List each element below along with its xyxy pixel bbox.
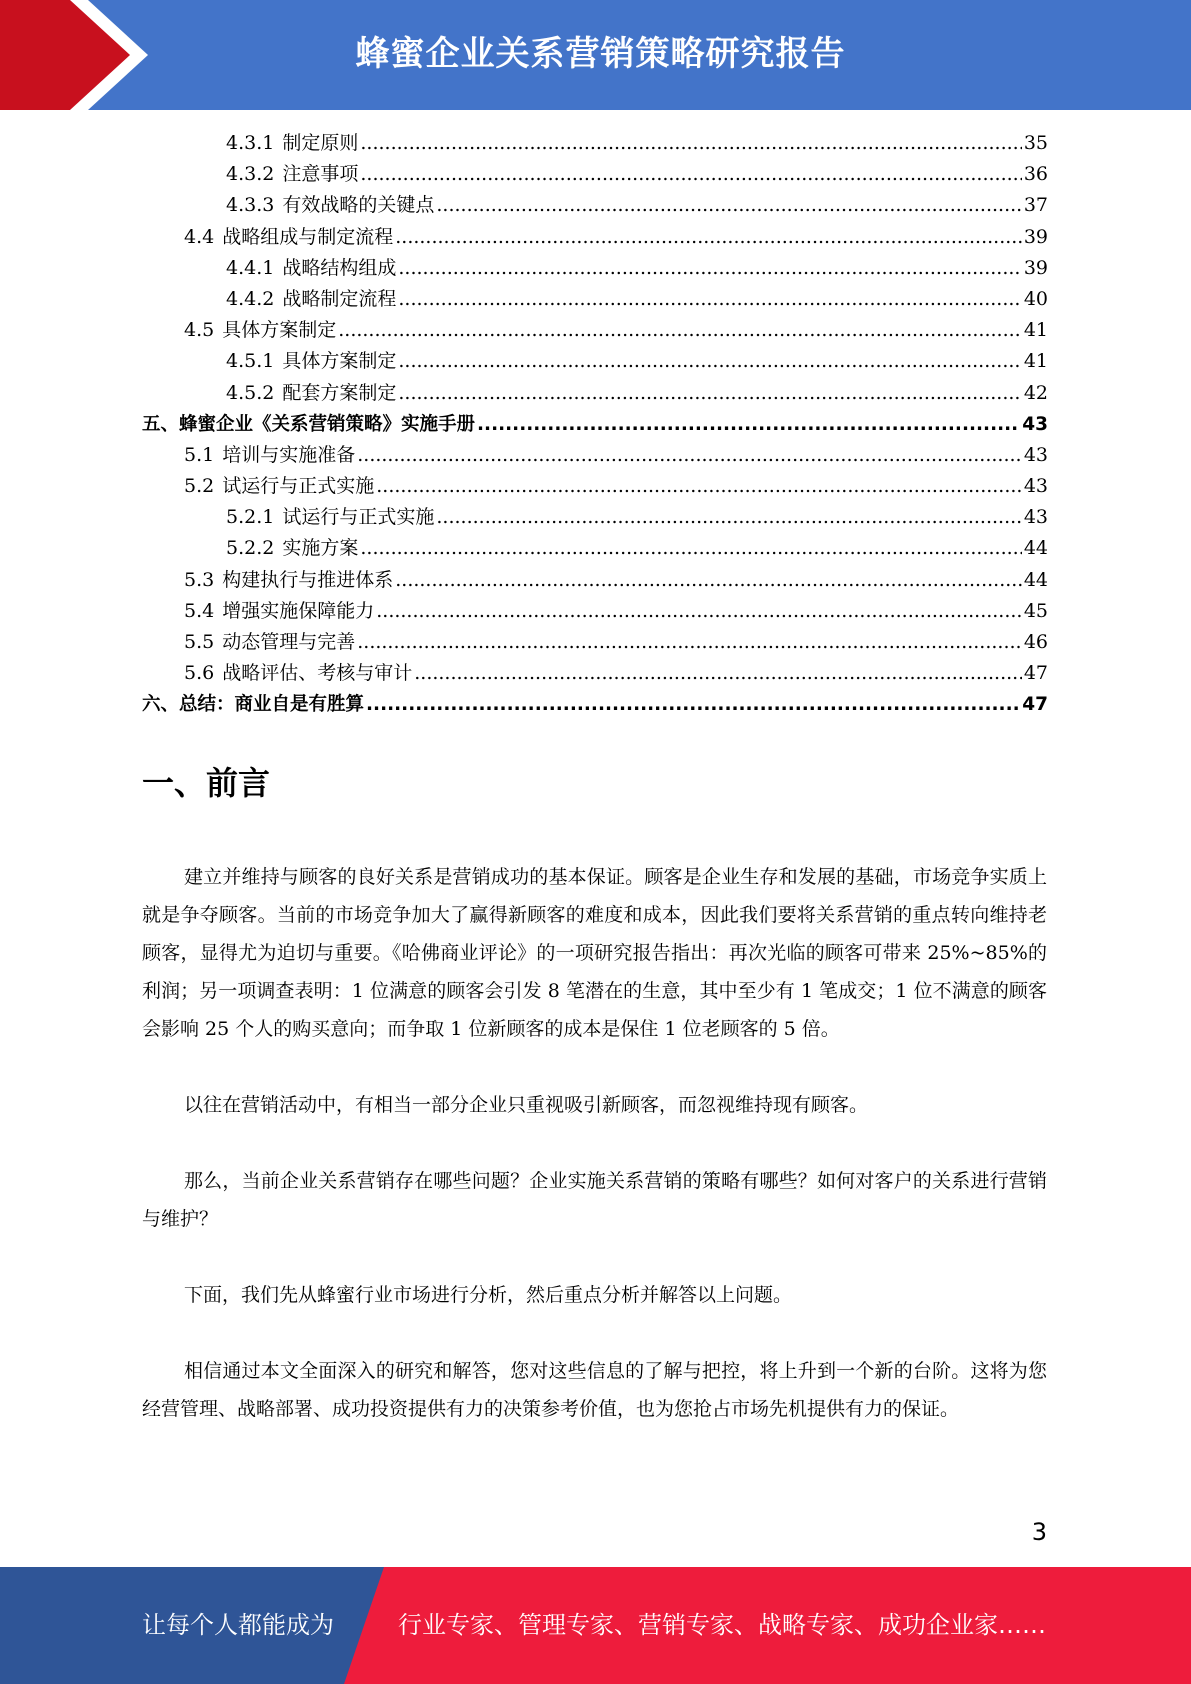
toc-entry-label: 蜂蜜企业《关系营销策略》实施手册 [179,413,476,435]
toc-entry-label: 构建执行与推进体系 [222,568,394,591]
toc-entry-number: 六、 [142,694,180,716]
toc-entry-number: 4.4.1 [226,256,275,279]
toc-entry-label: 制定原则 [282,132,359,154]
toc-entry[interactable] [142,471,1048,502]
toc-entry[interactable] [142,689,1048,720]
toc-entry-page: 43 [1022,413,1048,435]
toc-entry[interactable] [142,253,1048,284]
toc-entry-page: 45 [1023,599,1048,622]
toc-leader-dots [357,440,1022,471]
toc-entry[interactable] [142,658,1048,689]
toc-entry-number: 5.4 [184,599,215,622]
toc-entry-label: 配套方案制定 [282,381,397,404]
page-footer [0,1567,1191,1684]
toc-leader-dots [360,159,1021,190]
toc-leader-dots [414,658,1022,689]
toc-entry-number: 4.4 [184,225,215,248]
toc-leader-dots [395,565,1022,596]
toc-entry-page: 42 [1023,381,1048,404]
toc-entry-page: 43 [1023,475,1048,498]
toc-entry-page: 40 [1023,287,1048,310]
toc-leader-dots [436,190,1021,221]
toc-entry[interactable] [142,502,1048,533]
toc-entry[interactable] [142,190,1048,221]
toc-entry-page: 43 [1023,443,1048,466]
toc-entry[interactable] [142,378,1048,409]
toc-leader-dots [376,596,1022,627]
toc-entry[interactable] [142,565,1048,596]
toc-entry-number: 4.3.1 [226,132,275,154]
toc-entry-number: 5.3 [184,568,215,591]
toc-entry-page: 36 [1023,163,1048,186]
toc-entry-page: 39 [1023,225,1048,248]
toc-entry-label: 总结：商业自是有胜算 [179,694,365,716]
toc-entry-label: 注意事项 [282,163,359,186]
toc-leader-dots [398,346,1021,377]
toc-entry-page: 47 [1022,694,1048,716]
paragraph: 以往在营销活动中，有相当一部分企业只重视吸引新顾客，而忽视维持现有顾客。 [184,1094,869,1116]
toc-leader-dots [477,409,1020,440]
paragraph: 下面，我们先从蜂蜜行业市场进行分析，然后重点分析并解答以上问题。 [184,1284,793,1306]
toc-entry-page: 44 [1023,537,1048,560]
toc-entry-page: 39 [1023,256,1048,279]
toc-entry[interactable] [142,315,1048,346]
toc-leader-dots [398,284,1021,315]
toc-entry-number: 5.6 [184,662,215,685]
toc-entry-number: 4.5.2 [226,381,275,404]
toc-entry[interactable] [142,222,1048,253]
page-number: 3 [1031,1518,1047,1546]
toc-entry-number: 5.5 [184,631,215,653]
toc-entry-label: 具体方案制定 [222,319,337,342]
table-of-contents [142,128,1048,721]
toc-entry-label: 战略评估、考核与审计 [222,662,413,685]
toc-entry-label: 具体方案制定 [282,350,397,373]
toc-entry[interactable] [142,440,1048,471]
toc-entry[interactable] [142,533,1048,564]
toc-entry-number: 4.5.1 [226,350,275,373]
toc-entry-number: 5.2.2 [226,537,275,560]
toc-leader-dots [376,471,1022,502]
toc-entry[interactable] [142,409,1048,440]
toc-entry-label: 增强实施保障能力 [222,599,375,622]
toc-entry-page: 35 [1023,132,1048,154]
page-header [0,0,1191,110]
toc-entry-number: 5.2 [184,475,215,498]
toc-leader-dots [436,502,1021,533]
header-title: 蜂蜜企业关系营销策略研究报告 [355,34,846,74]
toc-entry-label: 试运行与正式实施 [282,506,435,529]
paragraph: 那么，当前企业关系营销存在哪些问题？企业实施关系营销的策略有哪些？如何对客户的关系进行营销与维护？ [142,1170,1047,1230]
toc-leader-dots [338,315,1022,346]
footer-slogan-left: 让每个人都能成为 [142,1611,334,1639]
toc-entry-page: 41 [1023,350,1048,373]
toc-entry-number: 5.2.1 [226,506,275,529]
toc-leader-dots [360,533,1021,564]
toc-entry-page: 44 [1023,568,1048,591]
toc-entry-label: 试运行与正式实施 [222,475,375,498]
toc-leader-dots [366,689,1020,720]
toc-leader-dots [398,253,1021,284]
toc-entry-label: 培训与实施准备 [222,443,356,466]
toc-entry-label: 战略结构组成 [282,256,397,279]
toc-entry-page: 37 [1023,194,1048,217]
section-heading: 一、前言 [142,764,271,802]
toc-leader-dots [360,128,1021,159]
footer-slogan-right: 行业专家、管理专家、营销专家、战略专家、成功企业家…… [398,1611,1046,1639]
toc-entry-label: 有效战略的关键点 [282,194,435,217]
toc-leader-dots [395,222,1022,253]
toc-entry-page: 43 [1023,506,1048,529]
toc-entry-number: 4.5 [184,319,215,342]
toc-entry[interactable] [142,346,1048,377]
toc-entry[interactable] [142,128,1048,159]
toc-entry-number: 4.3.3 [226,194,275,217]
toc-entry-page: 47 [1023,662,1048,685]
toc-entry-number: 4.4.2 [226,287,275,310]
toc-entry-label: 实施方案 [282,537,359,560]
toc-entry-number: 五、 [142,413,180,435]
toc-entry-page: 46 [1023,631,1048,653]
toc-entry[interactable] [142,284,1048,315]
toc-leader-dots [398,378,1021,409]
section-body [142,858,1047,1466]
paragraph: 相信通过本文全面深入的研究和解答，您对这些信息的了解与把控，将上升到一个新的台阶。这将为您经营管理、战略部署、成功投资提供有力的决策参考价值，也为您抢占市场先机提供有力的保证。 [142,1360,1047,1420]
toc-entry-label: 战略制定流程 [282,287,397,310]
toc-entry-number: 5.1 [184,443,215,466]
toc-entry[interactable] [142,159,1048,190]
paragraph: 建立并维持与顾客的良好关系是营销成功的基本保证。顾客是企业生存和发展的基础，市场竞争实质上就是争夺顾客。当前的市场竞争加大了赢得新顾客的难度和成本，因此我们要将关系营销的重点转向维持老顾客，显得尤为迫切与重要。《哈佛商业评论》的一项研究报告指出：再次光临的顾客可带来 25%~85%的利润；另一项调查表明：1 位满意的顾客会引发 8 笔潜在的生意，其中至少有 1 笔成交；1 位不满意的顾客会影响 25 个人的购买意向；而争取 1 位新顾客的成本是保住 1 位老顾客的 5 倍。 [142,866,1047,1040]
toc-entry[interactable] [142,596,1048,627]
toc-entry-label: 动态管理与完善 [222,631,356,653]
toc-entry[interactable] [142,627,1048,658]
toc-leader-dots [357,627,1022,658]
toc-entry-number: 4.3.2 [226,163,275,186]
toc-entry-page: 41 [1023,319,1048,342]
toc-entry-label: 战略组成与制定流程 [222,225,394,248]
